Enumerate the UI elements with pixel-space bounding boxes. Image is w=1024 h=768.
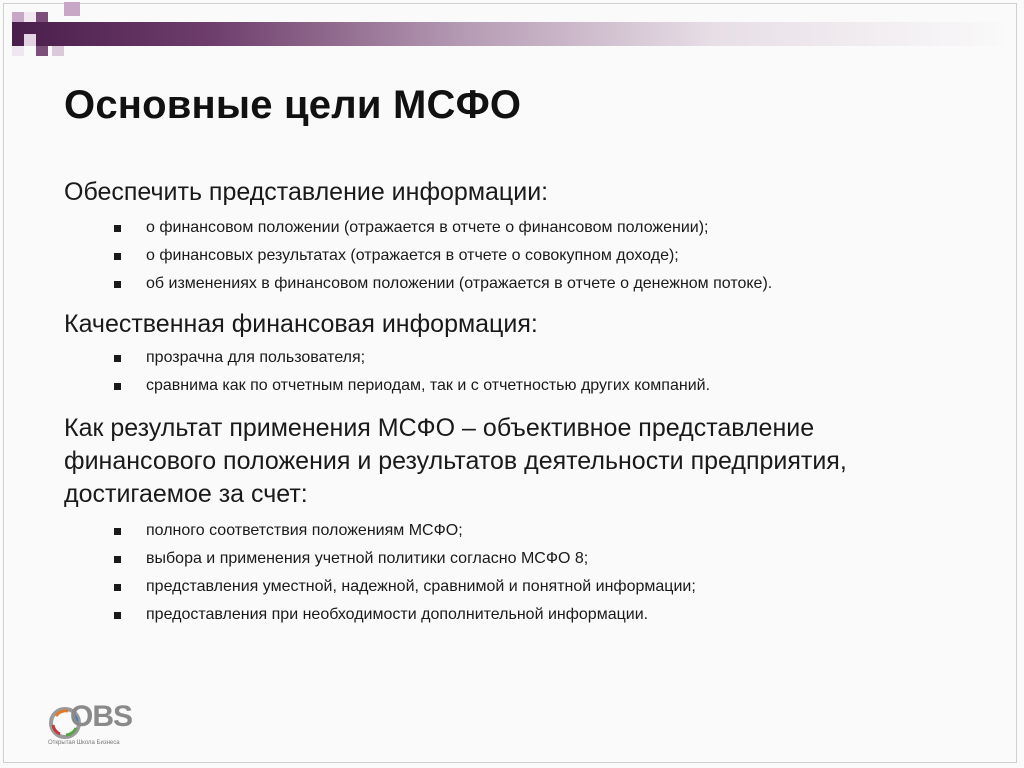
bullet-square-icon (114, 253, 121, 260)
bullet-text: полного соответствия положениям МСФО; (146, 522, 463, 539)
bullet-item (64, 545, 984, 573)
slide-content (64, 176, 984, 629)
heading-line: финансового положения и результатов деятельности предприятия, (64, 447, 847, 475)
bullet-text: об изменениях в финансовом положении (отражается в отчете о денежном потоке). (146, 275, 773, 292)
decorative-square (24, 34, 36, 46)
slide-title: Основные цели МСФО (64, 83, 522, 127)
bullet-square-icon (114, 355, 121, 362)
decorative-top-band (12, 22, 1012, 46)
decorative-square (52, 46, 64, 56)
bullet-square-icon (114, 281, 121, 288)
decorative-square (36, 46, 48, 56)
section-quality (64, 308, 984, 400)
decorative-square (24, 12, 36, 22)
section-heading: Качественная финансовая информация: (64, 310, 538, 338)
bullet-text: представления уместной, надежной, сравнимой и понятной информации; (146, 578, 696, 595)
decorative-square (64, 2, 80, 16)
bullet-list (64, 517, 984, 629)
heading-line: достигаемое за счет: (64, 480, 308, 508)
bullet-square-icon (114, 584, 121, 591)
bullet-square-icon (114, 528, 121, 535)
decorative-square (12, 12, 24, 22)
obs-logo (48, 700, 148, 756)
bullet-list (64, 214, 984, 298)
bullet-text: прозрачна для пользователя; (146, 349, 366, 366)
bullet-item (64, 573, 984, 601)
bullet-item (64, 242, 984, 270)
decorative-square (36, 12, 48, 22)
bullet-square-icon (114, 612, 121, 619)
bullet-item (64, 270, 984, 298)
logo-subtitle: Открытая Школа Бизнеса (48, 740, 120, 746)
section-heading (64, 412, 984, 511)
section-heading: Обеспечить представление информации: (64, 178, 549, 206)
section-goals (64, 176, 984, 298)
bullet-text: о финансовом положении (отражается в отчете о финансовом положении); (146, 219, 709, 236)
bullet-square-icon (114, 556, 121, 563)
logo-text: OBS (70, 700, 133, 733)
bullet-item (64, 344, 984, 372)
bullet-item (64, 372, 984, 400)
bullet-list (64, 344, 984, 400)
bullet-text: предоставления при необходимости дополнительной информации. (146, 606, 649, 623)
bullet-item (64, 601, 984, 629)
decorative-square (12, 46, 24, 56)
bullet-square-icon (114, 383, 121, 390)
bullet-item (64, 214, 984, 242)
bullet-square-icon (114, 225, 121, 232)
bullet-item (64, 517, 984, 545)
section-result (64, 412, 984, 629)
bullet-text: о финансовых результатах (отражается в отчете о совокупном доходе); (146, 247, 679, 264)
heading-line: Как результат применения МСФО – объективное представление (64, 414, 815, 442)
bullet-text: выбора и применения учетной политики согласно МСФО 8; (146, 550, 589, 567)
bullet-text: сравнима как по отчетным периодам, так и с отчетностью других компаний. (146, 377, 711, 394)
